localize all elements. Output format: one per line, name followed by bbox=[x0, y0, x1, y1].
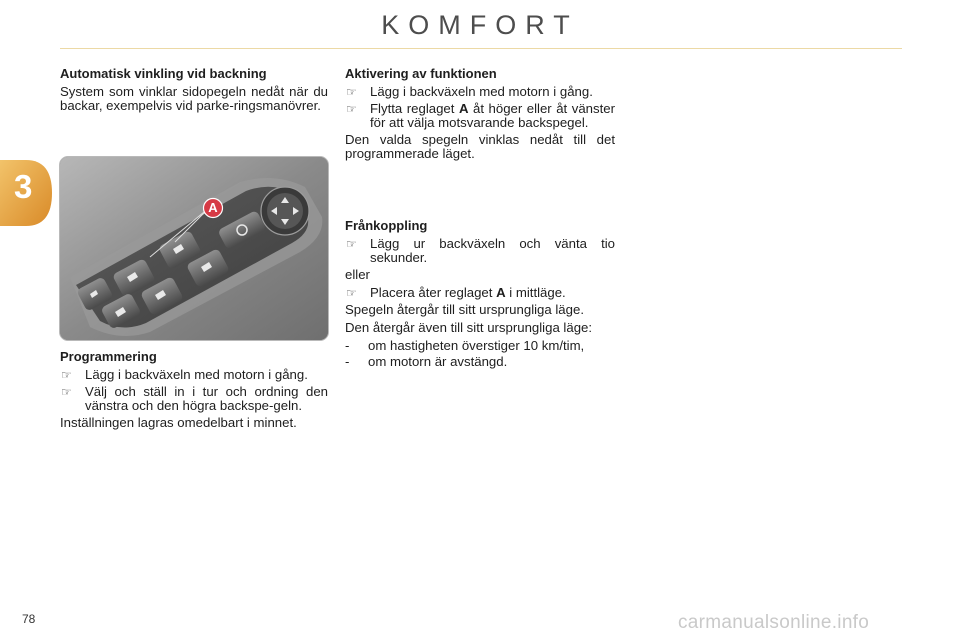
marker-a-label: A bbox=[208, 200, 218, 215]
section-paragraph: Spegeln återgår till sitt ursprungliga läge. bbox=[345, 302, 584, 317]
section-heading: Automatisk vinkling vid backning bbox=[60, 66, 267, 81]
hand-pointer-icon: ☞ bbox=[61, 385, 72, 399]
list-item: ☞ Lägg i backväxeln med motorn i gång. bbox=[61, 367, 308, 382]
section-paragraph: System som vinklar sidopegeln nedåt när du backar, exempelvis vid parke-ringsmanövrer. bbox=[60, 84, 328, 113]
hand-pointer-icon: ☞ bbox=[346, 286, 357, 300]
hand-pointer-icon: ☞ bbox=[346, 237, 357, 251]
door-switch-panel-illustration bbox=[60, 157, 328, 340]
list-item: ☞ Lägg i backväxeln med motorn i gång. bbox=[346, 84, 593, 99]
section-paragraph: Inställningen lagras omedelbart i minnet. bbox=[60, 415, 297, 430]
list-item: ☞ Flytta reglaget A åt höger eller åt vänster för att välja motsvarande backspegel. bbox=[346, 101, 615, 130]
section-heading: Programmering bbox=[60, 349, 157, 364]
section-paragraph: Den valda spegeln vinklas nedåt till det programmerade läget. bbox=[345, 132, 615, 161]
header-divider bbox=[60, 48, 902, 49]
list-item: - om hastigheten överstiger 10 km/tim, bbox=[345, 338, 585, 353]
hand-pointer-icon: ☞ bbox=[61, 368, 72, 382]
section-deactivation bbox=[345, 219, 615, 371]
section-activation bbox=[345, 67, 615, 165]
section-heading: Frånkoppling bbox=[345, 218, 428, 233]
section-paragraph: Den återgår även till sitt ursprungliga läge: bbox=[345, 320, 593, 335]
watermark: carmanualsonline.info bbox=[678, 612, 870, 633]
list-item: ☞ Placera åter reglaget A i mittläge. bbox=[346, 285, 566, 300]
list-item: ☞ Lägg ur backväxeln och vänta tio sekunder. bbox=[346, 236, 615, 265]
chapter-number: 3 bbox=[14, 168, 33, 205]
hand-pointer-icon: ☞ bbox=[346, 102, 357, 116]
section-programming bbox=[60, 350, 328, 434]
section-auto-tilt bbox=[60, 67, 328, 117]
page-number: 78 bbox=[22, 612, 36, 626]
list-item: - om motorn är avstängd. bbox=[345, 354, 508, 369]
list-item: ☞ Välj och ställ in i tur och ordning den vänstra och den högra backspe-geln. bbox=[61, 384, 328, 413]
or-text: eller bbox=[345, 267, 370, 282]
section-heading: Aktivering av funktionen bbox=[345, 66, 497, 81]
hand-pointer-icon: ☞ bbox=[346, 85, 357, 99]
page-title: KOMFORT bbox=[381, 10, 579, 40]
door-switch-panel-photo bbox=[59, 156, 329, 341]
